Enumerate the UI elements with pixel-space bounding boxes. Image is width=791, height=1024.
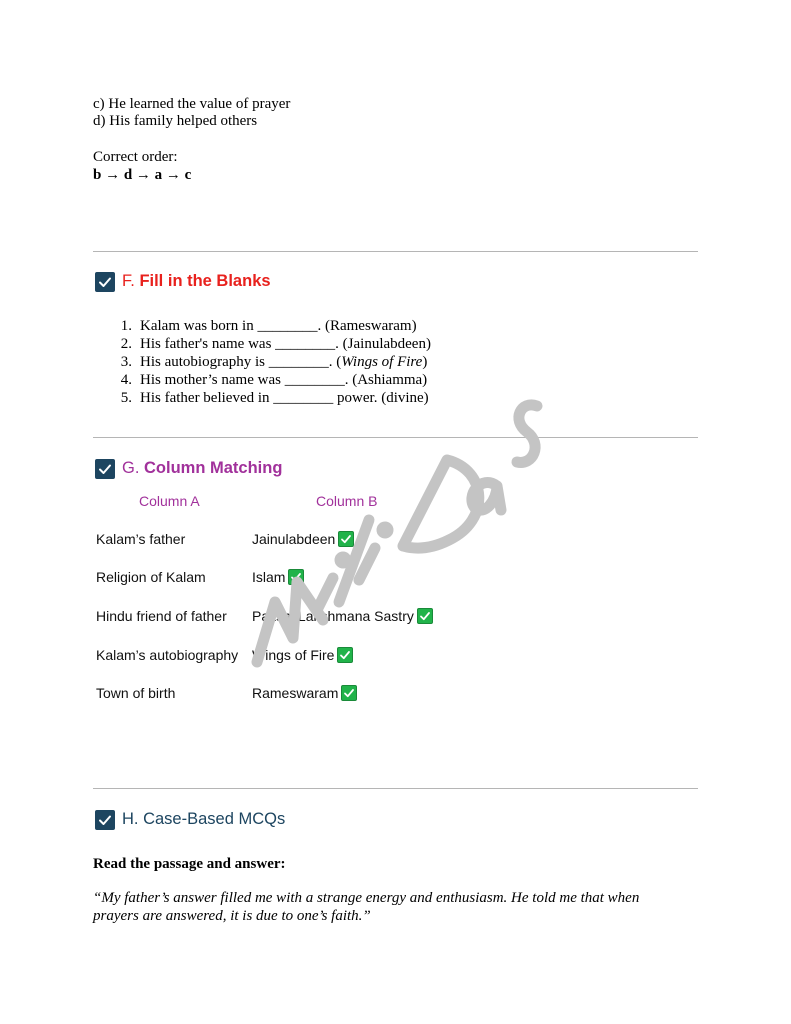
list-item: 3. His autobiography is ________. (Wings of Fire) xyxy=(120,354,428,370)
section-h-prefix: H. xyxy=(122,810,139,828)
column-b-item: Pakshi Lakshmana Sastry xyxy=(252,608,433,624)
list-item: 5. His father believed in ________ power. (divine) xyxy=(120,390,429,406)
column-a-header: Column A xyxy=(139,493,200,509)
passage-text: “My father’s answer filled me with a strange energy and enthusiasm. He told me that when prayers are answered, it is due to one’s faith.” xyxy=(93,890,640,924)
column-b-header: Column B xyxy=(316,493,378,509)
column-a-item: Kalam’s father xyxy=(96,531,186,547)
passage-instruction: Read the passage and answer: xyxy=(93,856,286,872)
green-check-icon xyxy=(417,608,433,624)
section-h-title: Case-Based MCQs xyxy=(143,810,286,828)
section-f-title: Fill in the Blanks xyxy=(139,272,271,290)
checkbox-icon xyxy=(95,459,115,479)
section-f-prefix: F. xyxy=(122,272,135,290)
green-check-icon xyxy=(337,647,353,663)
section-g-prefix: G. xyxy=(122,459,140,477)
column-b-item: Islam xyxy=(252,569,304,585)
checkbox-icon xyxy=(95,810,115,830)
green-check-icon xyxy=(288,569,304,585)
column-a-item: Town of birth xyxy=(96,685,176,701)
green-check-icon xyxy=(338,531,354,547)
divider-3 xyxy=(93,788,698,789)
list-item: 4. His mother’s name was ________. (Ashiamma) xyxy=(120,372,428,388)
correct-order-label: Correct order: xyxy=(93,149,178,165)
option-d: d) His family helped others xyxy=(93,113,258,129)
option-c: c) He learned the value of prayer xyxy=(93,96,291,112)
divider-1 xyxy=(93,251,698,252)
column-b-item: Rameswaram xyxy=(252,685,357,701)
column-a-item: Kalam’s autobiography xyxy=(96,647,239,663)
section-f-heading xyxy=(122,272,271,291)
section-g-heading xyxy=(122,459,282,478)
green-check-icon xyxy=(341,685,357,701)
watermark-signature xyxy=(235,370,575,690)
section-h-heading xyxy=(122,810,285,829)
correct-order-value: b → d → a → c xyxy=(93,167,192,183)
column-b-item: Wings of Fire xyxy=(252,647,353,663)
list-item: 1. Kalam was born in ________. (Rameswaram) xyxy=(120,318,417,334)
section-g-title: Column Matching xyxy=(144,459,283,477)
column-b-item: Jainulabdeen xyxy=(252,531,354,547)
divider-2 xyxy=(93,437,698,438)
list-item: 2. His father's name was ________. (Jainulabdeen) xyxy=(120,336,431,352)
fill-blank-list xyxy=(108,317,431,407)
column-a-item: Religion of Kalam xyxy=(96,569,206,585)
column-a-item: Hindu friend of father xyxy=(96,608,227,624)
checkbox-icon xyxy=(95,272,115,292)
